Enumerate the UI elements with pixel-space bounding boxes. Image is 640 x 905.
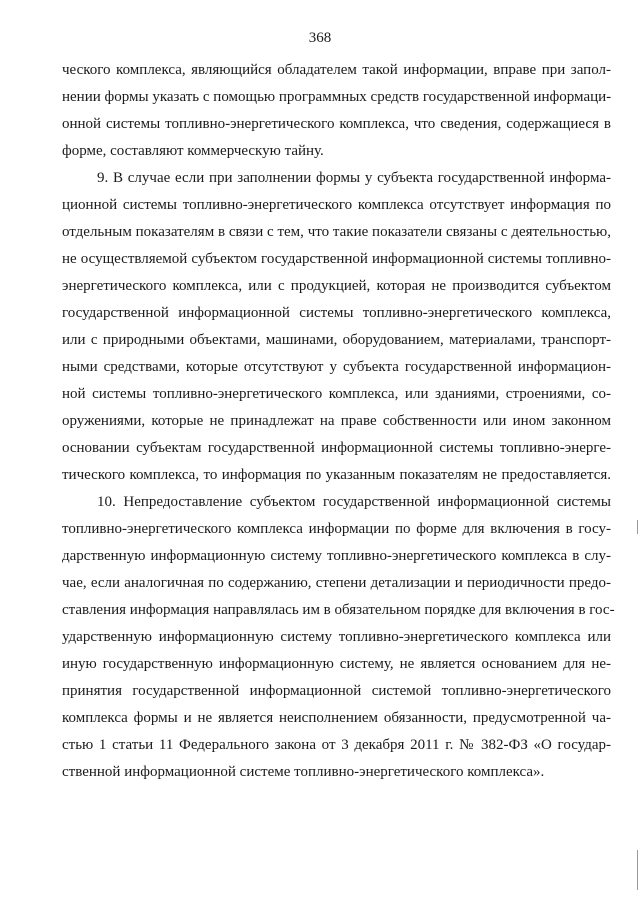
text-line: стью 1 статьи 11 Федерального закона от 3 декабря 2011 г. № 382-ФЗ «О государ- <box>62 737 611 753</box>
text-line: не осуществляемой субъектом государственной информационной системы топливно- <box>62 251 611 267</box>
text-line: отдельным показателям в связи с тем, что такие показатели связаны с деятельностью, <box>62 224 611 240</box>
text-line: оружениями, которые не принадлежат на праве собственности или ином законном <box>62 413 611 429</box>
paragraph-10-first-line: 10. Непредоставление субъектом государственной информационной системы <box>97 494 611 510</box>
text-line: энергетического комплекса, или с продукцией, которая не производится субъектом <box>62 278 611 294</box>
text-line: или с природными объектами, машинами, оборудованием, материалами, транспорт- <box>62 332 611 348</box>
text-line: дарственную информационную систему топливно-энергетического комплекса в слу- <box>62 548 611 564</box>
text-line: ными средствами, которые отсутствуют у субъекта государственной информацион- <box>62 359 611 375</box>
text-line: принятия государственной информационной системой топливно-энергетического <box>62 683 611 699</box>
text-line: топливно-энергетического комплекса информации по форме для включения в госу- <box>62 521 611 537</box>
page-number: 368 <box>308 30 332 46</box>
text-line: тического комплекса, то информация по указанным показателям не предоставляется. <box>62 467 611 483</box>
text-line: чае, если аналогичная по содержанию, степени детализации и периодичности предо- <box>62 575 611 591</box>
text-line: иную государственную информационную систему, не является основанием для не- <box>62 656 611 672</box>
text-line: ственной информационной системе топливно-энергетического комплекса». <box>62 764 545 780</box>
text-line: комплекса формы и не является неисполнением обязанности, предусмотренной ча- <box>62 710 611 726</box>
text-line: ческого комплекса, являющийся обладателем такой информации, вправе при запол- <box>62 62 611 78</box>
text-line: государственной информационной системы топливно-энергетического комплекса, <box>62 305 611 321</box>
text-line: ной системы топливно-энергетического комплекса, или зданиями, строениями, со- <box>62 386 611 402</box>
scan-edge-mark <box>637 850 638 890</box>
text-line: основании субъектам государственной информационной системы топливно-энерге- <box>62 440 611 456</box>
paragraph-9-first-line: 9. В случае если при заполнении формы у субъекта государственной информа- <box>97 170 611 186</box>
text-line: онной системы топливно-энергетического комплекса, что сведения, содержащиеся в <box>62 116 611 132</box>
scan-edge-mark <box>637 520 638 534</box>
text-line: ционной системы топливно-энергетического комплекса отсутствует информация по <box>62 197 611 213</box>
text-line: ставления информация направлялась им в обязательном порядке для включения в гос- <box>62 602 615 618</box>
text-line: нении формы указать с помощью программных средств государственной информаци- <box>62 89 612 105</box>
text-line: форме, составляют коммерческую тайну. <box>62 143 324 159</box>
text-line: ударственную информационную систему топливно-энергетического комплекса или <box>62 629 611 645</box>
